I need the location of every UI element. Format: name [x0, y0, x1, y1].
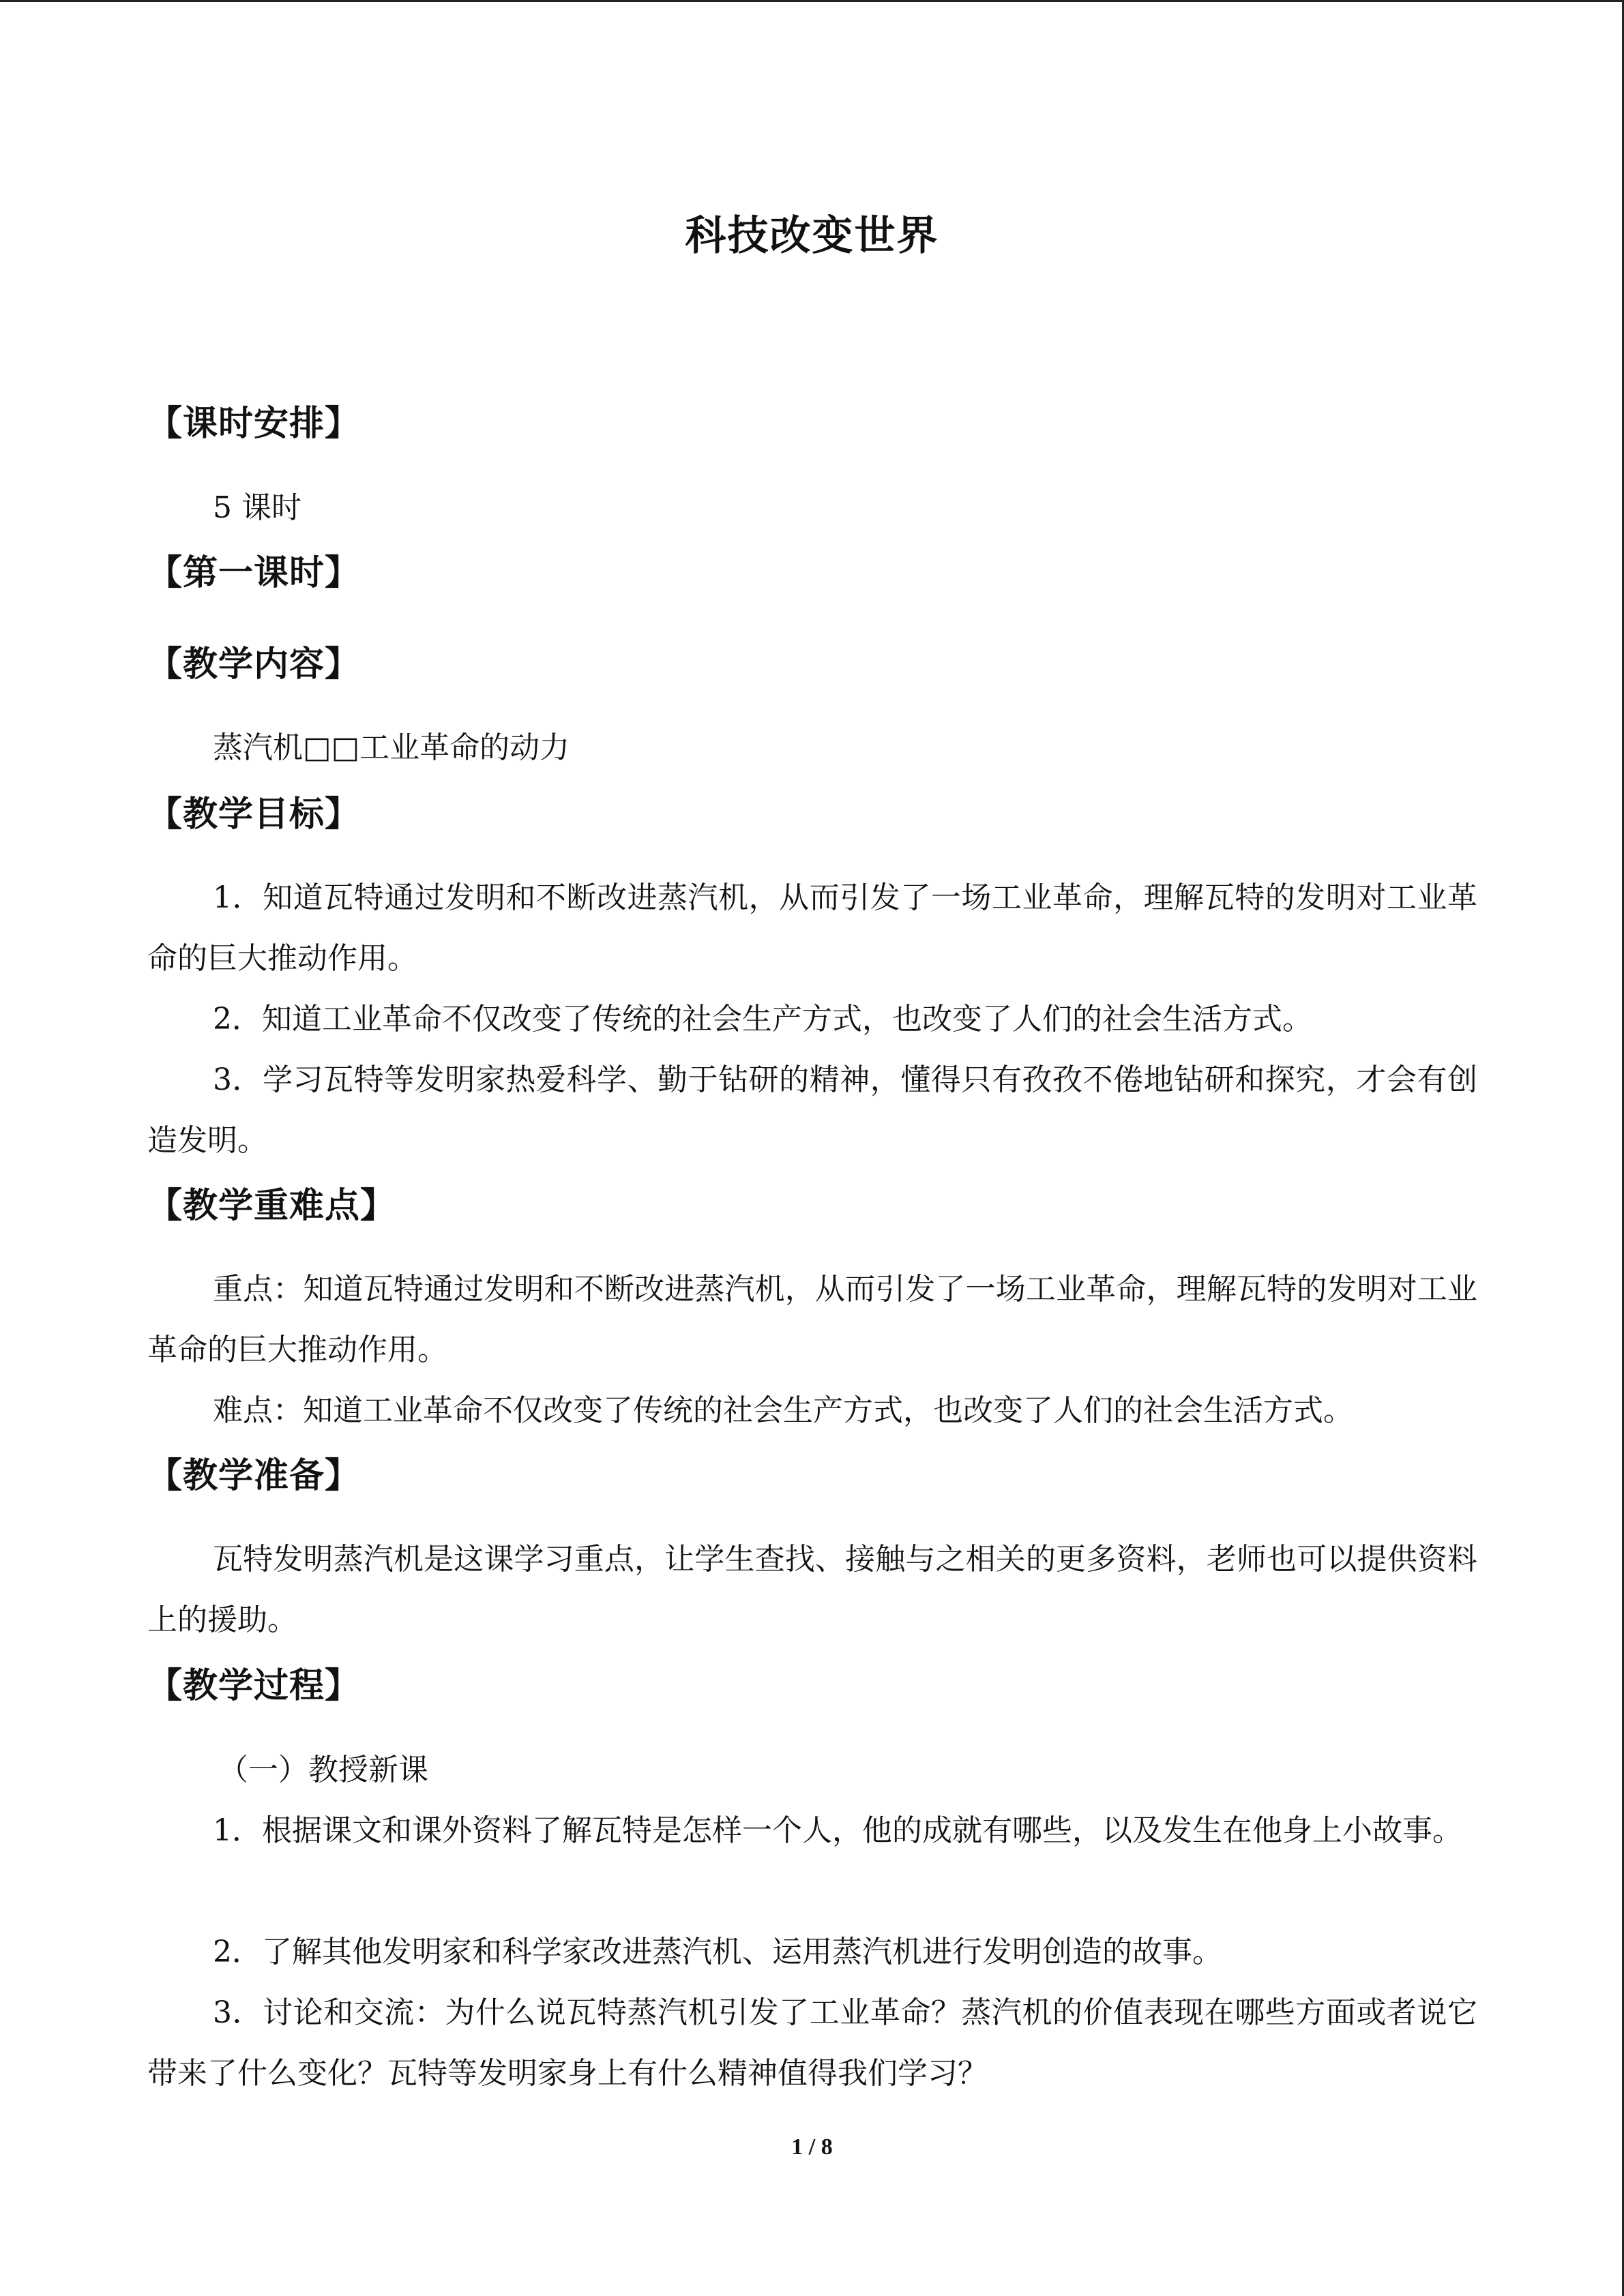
goal-item: 2．知道工业革命不仅改变了传统的社会生产方式，也改变了人们的社会生活方式。	[213, 1002, 1312, 1037]
difficult-point-text: 难点：知道工业革命不仅改变了传统的社会生产方式，也改变了人们的社会生活方式。	[213, 1393, 1353, 1428]
heading-content: 【教学内容】	[147, 644, 361, 685]
heading-lesson-one: 【第一课时】	[147, 553, 361, 593]
process-item: 3．讨论和交流：为什么说瓦特蒸汽机引发了工业革命？蒸汽机的价值表现在哪些方面或者说它带来了什么变化？瓦特等发明家身上有什么精神值得我们学习？	[147, 1995, 1477, 2091]
process-subheading: （一）教授新课	[218, 1753, 428, 1787]
goal-item: 1．知道瓦特通过发明和不断改进蒸汽机，从而引发了一场工业革命，理解瓦特的发明对工业革命的巨大推动作用。	[147, 880, 1477, 976]
process-item: 1．根据课文和课外资料了解瓦特是怎样一个人，他的成就有哪些，以及发生在他身上小故事。	[213, 1813, 1462, 1848]
preparation-text: 瓦特发明蒸汽机是这课学习重点，让学生查找、接触与之相关的更多资料，老师也可以提供资料上的援助。	[147, 1542, 1477, 1637]
goal-item: 3．学习瓦特等发明家热爱科学、勤于钻研的精神，懂得只有孜孜不倦地钻研和探究，才会有创造发明。	[147, 1062, 1477, 1158]
heading-goals: 【教学目标】	[147, 794, 361, 835]
heading-schedule: 【课时安排】	[147, 404, 361, 444]
content-text: 蒸汽机□□工业革命的动力	[213, 730, 570, 765]
heading-process: 【教学过程】	[147, 1666, 361, 1706]
heading-preparation: 【教学准备】	[147, 1456, 361, 1496]
document-title: 科技改变世界	[685, 212, 939, 260]
page-number: 1 / 8	[791, 2134, 833, 2160]
schedule-text: 5 课时	[213, 490, 301, 525]
process-item: 2．了解其他发明家和科学家改进蒸汽机、运用蒸汽机进行发明创造的故事。	[213, 1935, 1222, 1969]
key-point-text: 重点：知道瓦特通过发明和不断改进蒸汽机，从而引发了一场工业革命，理解瓦特的发明对工业革命的巨大推动作用。	[147, 1272, 1477, 1367]
heading-key-points: 【教学重难点】	[147, 1186, 396, 1226]
